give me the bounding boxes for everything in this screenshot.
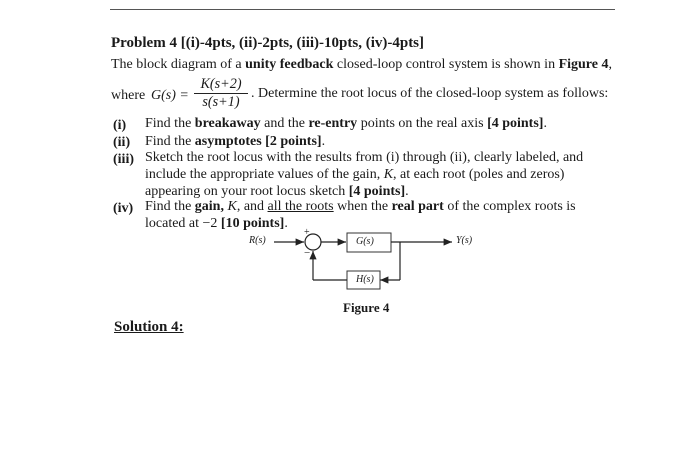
item-iv-label: (iv) [113, 201, 134, 216]
item-i-text: Find the breakaway and the re-entry points on the real axis [4 points]. [145, 116, 547, 131]
output-label: Y(s) [456, 235, 473, 246]
tf-denominator: s(s+1) [202, 94, 240, 110]
item-iii-label: (iii) [113, 152, 134, 167]
top-rule [110, 9, 615, 10]
item-ii-label: (ii) [113, 135, 131, 150]
solution-heading: Solution 4: [114, 319, 184, 335]
item-iii-line2: include the appropriate values of the gain, K, at each root (poles and zeros) [145, 167, 565, 182]
item-iii-line3: appearing on your root locus sketch [4 points]. [145, 184, 409, 199]
intro-line: The block diagram of a unity feedback closed-loop control system is shown in Figure 4, [111, 57, 612, 72]
item-iv-line1: Find the gain, K, and all the roots when the real part of the complex roots is [145, 199, 576, 214]
forward-block-label: G(s) [356, 236, 374, 247]
item-iii-line1: Sketch the root locus with the results from (i) through (ii), clearly labeled, and [145, 150, 584, 165]
tf-numerator: K(s+2) [194, 76, 248, 94]
item-i-label: (i) [113, 118, 127, 133]
where-tail: . Determine the root locus of the closed-loop system as follows: [251, 86, 609, 101]
transfer-function [194, 76, 248, 111]
gs-label: G(s) = [151, 88, 189, 103]
input-label: R(s) [249, 235, 266, 246]
feedback-block-label: H(s) [356, 274, 374, 285]
item-ii-text: Find the asymptotes [2 points]. [145, 134, 326, 149]
plus-sign: + [304, 227, 310, 238]
item-iv-line2: located at −2 [10 points]. [145, 216, 288, 231]
figure-caption: Figure 4 [343, 300, 390, 315]
minus-sign: − [304, 247, 311, 259]
where-label: where [111, 88, 146, 103]
problem-title: Problem 4 [(i)-4pts, (ii)-2pts, (iii)-10pts, (iv)-4pts] [111, 35, 425, 51]
